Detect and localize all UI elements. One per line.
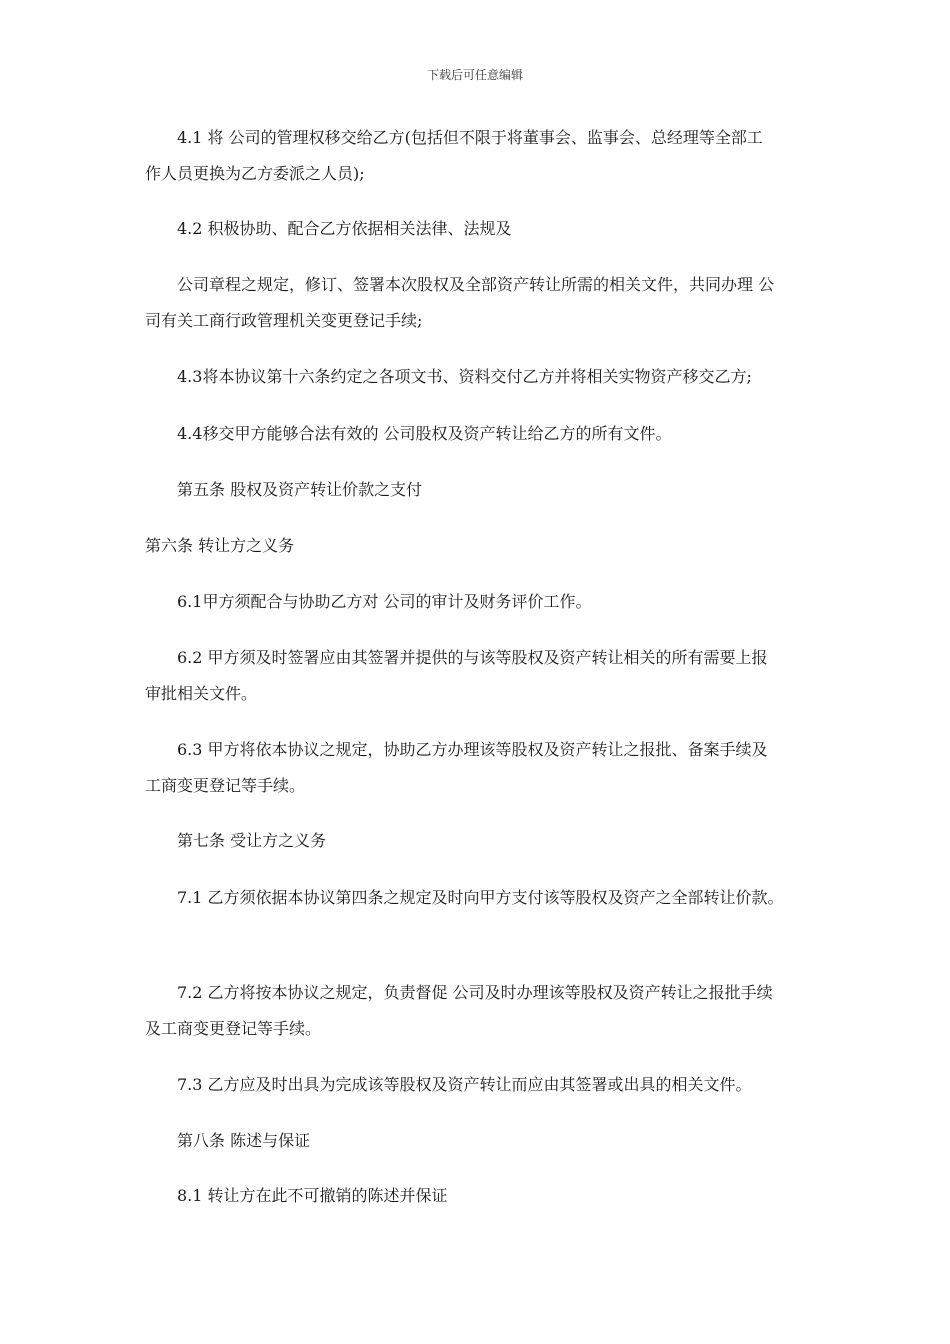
clause-4-2: 4.2 积极协助、配合乙方依据相关法律、法规及 [177,219,512,238]
clause-6-3-line-2: 工商变更登记等手续。 [145,776,306,795]
article-8-heading: 第八条 陈述与保证 [177,1131,311,1150]
clause-7-3: 7.3 乙方应及时出具为完成该等股权及资产转让而应由其签署或出具的相关文件。 [177,1075,752,1094]
clause-4-3: 4.3将本协议第十六条约定之各项文书、资料交付乙方并将相关实物资产移交乙方; [177,367,752,386]
clause-4-2-continued-line-2: 司有关工商行政管理机关变更登记手续; [145,311,423,330]
article-5-heading: 第五条 股权及资产转让价款之支付 [177,480,423,499]
clause-6-2-line-2: 审批相关文件。 [145,684,258,703]
clause-4-4: 4.4移交甲方能够合法有效的 公司股权及资产转让给乙方的所有文件。 [177,424,672,443]
article-6-heading: 第六条 转让方之义务 [145,536,295,555]
clause-7-2-line-1: 7.2 乙方将按本协议之规定，负责督促 公司及时办理该等股权及资产转让之报批手续 [177,983,773,1002]
clause-7-1: 7.1 乙方须依据本协议第四条之规定及时向甲方支付该等股权及资产之全部转让价款。 [177,888,784,907]
clause-4-1-line-1: 4.1 将 公司的管理权移交给乙方(包括但不限于将董事会、监事会、总经理等全部工 [177,128,763,147]
clause-8-1: 8.1 转让方在此不可撤销的陈述并保证 [177,1186,448,1205]
clause-4-1-line-2: 作人员更换为乙方委派之人员); [145,164,365,183]
clause-6-3-line-1: 6.3 甲方将依本协议之规定，协助乙方办理该等股权及资产转让之报批、备案手续及 [177,740,768,759]
article-7-heading: 第七条 受让方之义务 [177,831,327,850]
clause-6-1: 6.1甲方须配合与协助乙方对 公司的审计及财务评价工作。 [177,592,592,611]
clause-7-2-line-2: 及工商变更登记等手续。 [145,1019,322,1038]
clause-6-2-line-1: 6.2 甲方须及时签署应由其签署并提供的与该等股权及资产转让相关的所有需要上报 [177,648,768,667]
page-header: 下载后可任意编辑 [426,68,523,82]
clause-4-2-continued-line-1: 公司章程之规定，修订、签署本次股权及全部资产转让所需的相关文件，共同办理 公 [177,275,775,294]
